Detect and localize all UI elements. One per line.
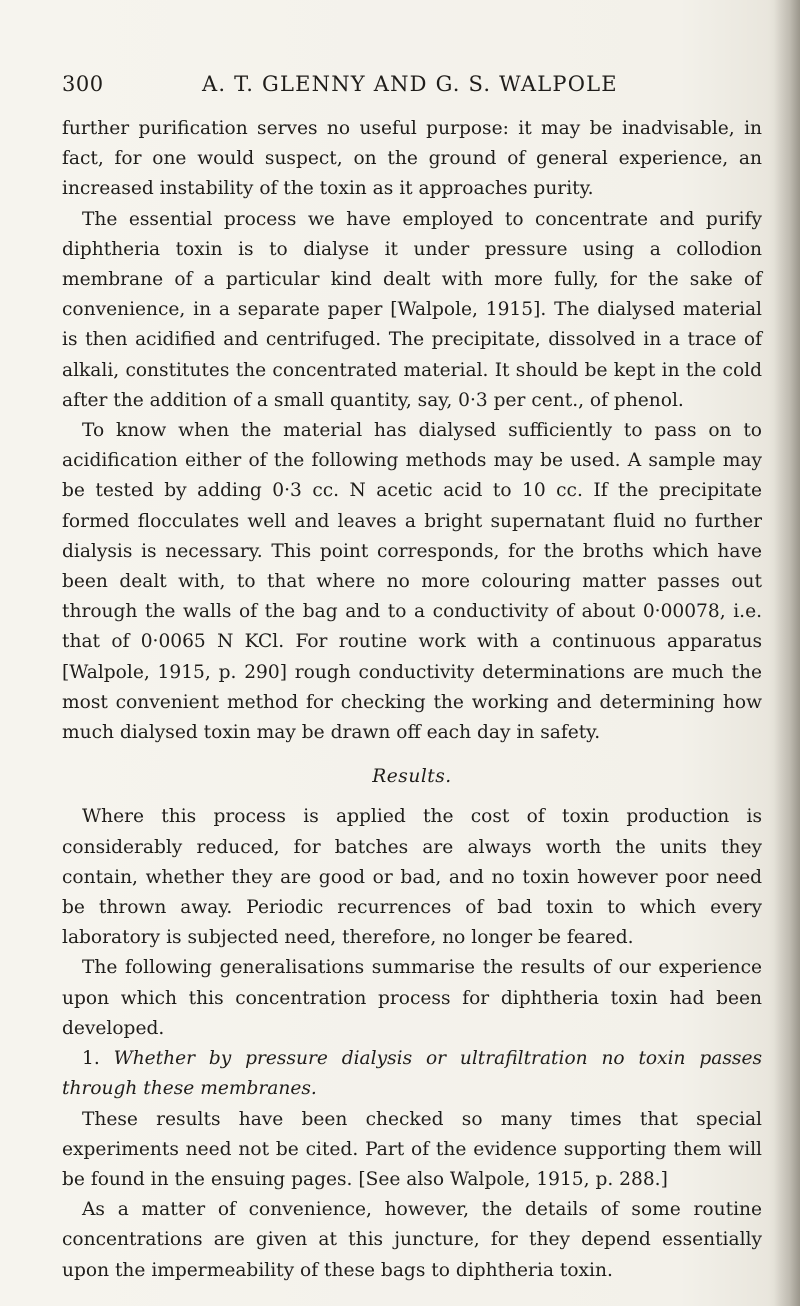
page-header <box>62 72 742 106</box>
page-edge-shadow <box>774 0 800 1306</box>
paragraph-process: The essential process we have employed to concentrate and purify diphtheria toxin is to dialyse it under pressure using a collodion membrane of a particular kind dealt with more fully, for the sake of convenience, in a separate paper [Walpole, 1915]. The dialysed material is then acidified and centrifuged. The precipitate, dissolved in a trace of alkali, constitutes the concentrated material. It should be kept in the cold after the addition of a small quantity, say, 0·3 per cent., of phenol. <box>62 208 762 411</box>
running-head: A. T. GLENNY AND G. S. WALPOLE <box>202 72 618 96</box>
page-number: 300 <box>62 72 104 96</box>
item-number: 1. <box>82 1048 100 1070</box>
item-text: Whether by pressure dialysis or ultrafiltration no toxin passes through these membranes. <box>62 1048 762 1100</box>
paragraph-cost: Where this process is applied the cost of toxin production is considerably reduced, for batches are always worth the units they contain, whether they are good or bad, and no toxin however poor need be thrown away. Periodic recurrences of bad toxin to which every laboratory is subjected need, therefore, no longer be feared. <box>62 806 762 949</box>
numbered-item-1 <box>62 1044 762 1104</box>
paragraph-dialysis-check: To know when the material has dialysed sufficiently to pass on to acidification either of the following methods may be used. A sample may be tested by adding 0·3 cc. N acetic acid to 10 cc. If the precipitate formed flocculates well and leaves a bright supernatant fluid no further dialysis is necessary. This point corresponds, for the broths which have been dealt with, to that where no more colouring matter passes out through the walls of the bag and to a conductivity of about 0·00078, i.e. that of 0·0065 N KCl. For routine work with a continuous apparatus [Walpole, 1915, p. 290] rough conductivity determinations are much the most convenient method for checking the working and determining how much dialysed toxin may be drawn off each day in safety. <box>62 420 762 744</box>
body-text <box>62 114 762 1286</box>
paragraph-routine: As a matter of convenience, however, the details of some routine concentrations are given at this juncture, for they depend essentially upon the impermeability of these bags to diphtheria toxin. <box>62 1199 762 1281</box>
paragraph-evidence: These results have been checked so many times that special experiments need not be cited. Part of the evidence supporting them will be found in the ensuing pages. [See also Walpole, 1915, p. 288.] <box>62 1108 762 1190</box>
section-heading-results: Results. <box>372 766 452 788</box>
paragraph-continuation: further purification serves no useful purpose: it may be inadvisable, in fact, for one would suspect, on the ground of general experience, an increased instability of the toxin as it approaches purity. <box>62 118 762 200</box>
paragraph-generalisations: The following generalisations summarise the results of our experience upon which this concentration process for diphtheria toxin had been developed. <box>62 957 762 1039</box>
